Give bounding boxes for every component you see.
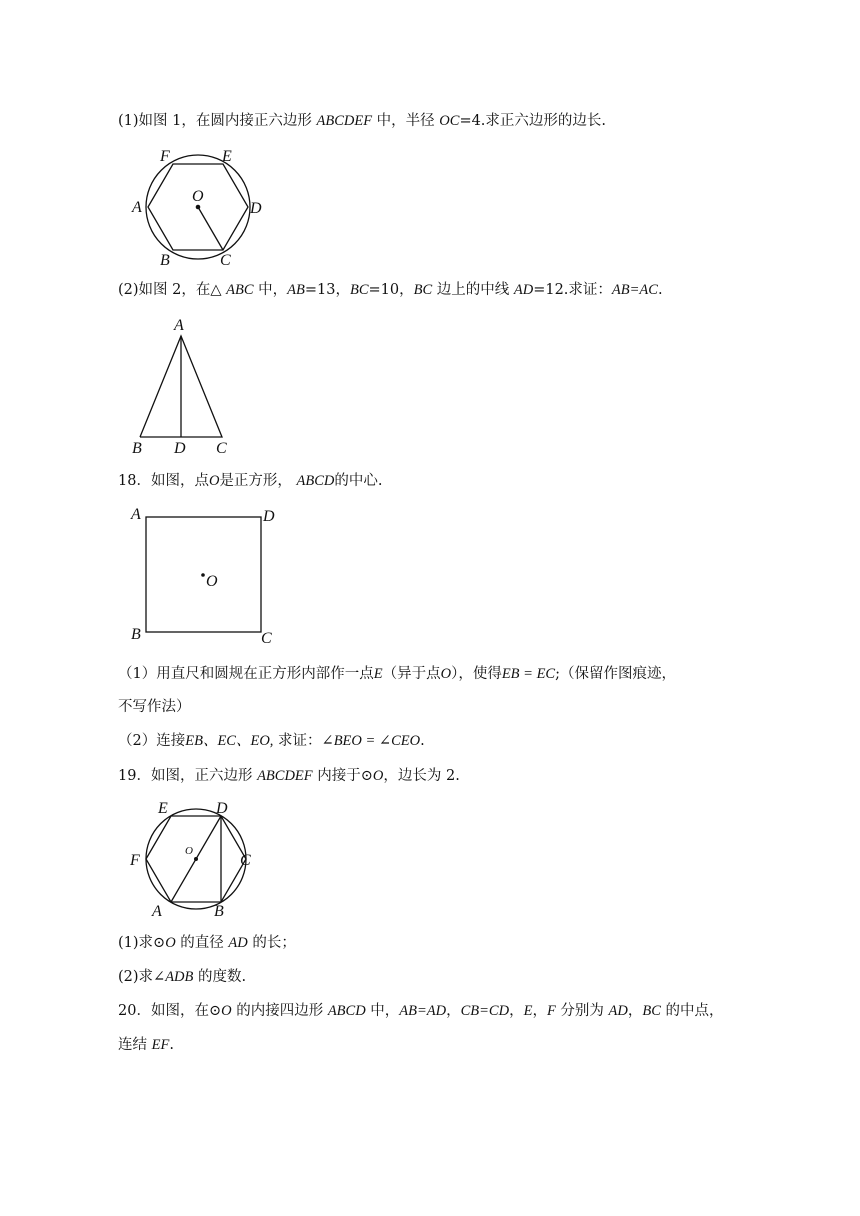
text: . [420,733,425,749]
label-d: D [263,508,275,525]
label-c: C [240,852,251,869]
question-18-part-2 [118,731,425,751]
text: 分别为 [555,1003,609,1019]
math-var: O [372,768,384,784]
text: (2)如图 2，在△ [118,282,227,298]
math-var: AB=AC [611,282,658,298]
label-a: A [131,506,141,523]
text: ，边长为 2. [383,768,460,784]
math-var: ABCDEF [316,113,373,129]
math-var: ABCDEF [257,768,313,784]
label-o: O [192,188,204,205]
problem-1-text [118,111,606,131]
text: 的中心. [334,473,383,489]
center-point [196,205,201,210]
question-19-part-1 [118,933,296,953]
question-18-part-1-cont [118,697,191,717]
math-var: EB、EC、EO, [185,733,274,749]
text: =4.求正六边形的边长. [459,113,607,129]
text: 不写作法） [118,699,191,715]
label-a: A [152,903,162,920]
label-b: B [132,440,142,457]
math-var: AB [287,282,305,298]
math-var: O [208,473,220,489]
text: 中， [253,282,288,298]
question-19-text [118,766,460,786]
math-var: F [546,1003,556,1019]
text: . [657,282,663,298]
problem-2-text [118,280,663,300]
math-var: OC [439,113,460,129]
math-var: ABCD [327,1003,366,1019]
math-var: BC [413,282,433,298]
text: ），使得 [451,666,502,682]
math-var: EF [151,1037,170,1053]
math-equation: ∠BEO = ∠CEO [321,733,421,749]
text: ， [509,1003,524,1019]
math-var: E [523,1003,533,1019]
math-var: O [165,935,176,951]
math-var: AD [608,1003,628,1019]
text: ， [446,1003,461,1019]
text: （异于点 [382,666,441,682]
question-18-text [118,471,383,491]
math-var: AD [513,282,534,298]
label-c: C [261,630,272,647]
label-f: F [160,148,170,165]
question-20-text [118,1001,724,1021]
label-b: B [160,252,170,269]
label-a: A [132,199,142,216]
label-e: E [222,148,232,165]
figure-1-hexagon-in-circle [128,144,268,268]
math-var: E [373,666,383,682]
text: (1)求⊙ [118,935,166,951]
text: 的长； [247,935,296,951]
figure-4-hexagon-in-circle [128,798,268,922]
text: 18．如图，点 [118,473,209,489]
text: =13， [304,282,350,298]
math-var: ABC [226,282,254,298]
text: （2）连接 [118,733,186,749]
question-20-text-cont [118,1035,174,1055]
math-var: ABCD [296,473,335,489]
label-o: O [206,573,218,590]
question-18-part-1 [118,664,676,684]
text: 的中点， [660,1003,724,1019]
label-b: B [131,626,141,643]
text: (2)求∠ [118,969,166,985]
text: 中， [365,1003,400,1019]
text: 边上的中线 [432,282,514,298]
figure-2-triangle [130,314,240,456]
text: 是正方形， [219,473,292,489]
question-19-part-2 [118,967,246,987]
center-point [194,857,198,861]
math-var: O [440,666,452,682]
text: (1)如图 1，在圆内接正六边形 [118,113,317,129]
text: 的直径 [175,935,229,951]
radius-oc [198,207,223,250]
label-o: O [185,845,193,857]
math-var: O [221,1003,232,1019]
label-c: C [220,252,231,269]
text: =10， [368,282,414,298]
label-d: D [250,200,262,217]
math-var: BC [349,282,369,298]
text: 中，半径 [372,113,440,129]
text: 19．如图，正六边形 [118,768,258,784]
label-e: E [158,800,168,817]
text: 连结 [118,1037,152,1053]
text: ， [627,1003,643,1019]
label-f: F [130,852,140,869]
text: ;（保留作图痕迹， [555,666,676,682]
text: ， [532,1003,547,1019]
text: 的度数. [193,969,247,985]
math-var: ADB [165,969,194,985]
text: 20．如图，在⊙ [118,1003,222,1019]
label-b: B [214,903,224,920]
label-d: D [216,800,228,817]
label-d: D [174,440,186,457]
math-var: CB=CD [460,1003,510,1019]
math-var: AD [228,935,248,951]
text: 的内接四边形 [231,1003,328,1019]
text: 求证： [273,733,322,749]
text: =12.求证： [533,282,612,298]
math-var: BC [642,1003,661,1019]
text: （1）用直尺和圆规在正方形内部作一点 [118,666,374,682]
text: . [169,1037,174,1053]
text: 内接于⊙ [312,768,373,784]
math-equation: EB = EC [501,666,556,682]
label-a: A [174,317,184,334]
label-c: C [216,440,227,457]
center-point [201,573,205,577]
figure-3-square [128,504,288,650]
math-var: AB=AD [399,1003,447,1019]
